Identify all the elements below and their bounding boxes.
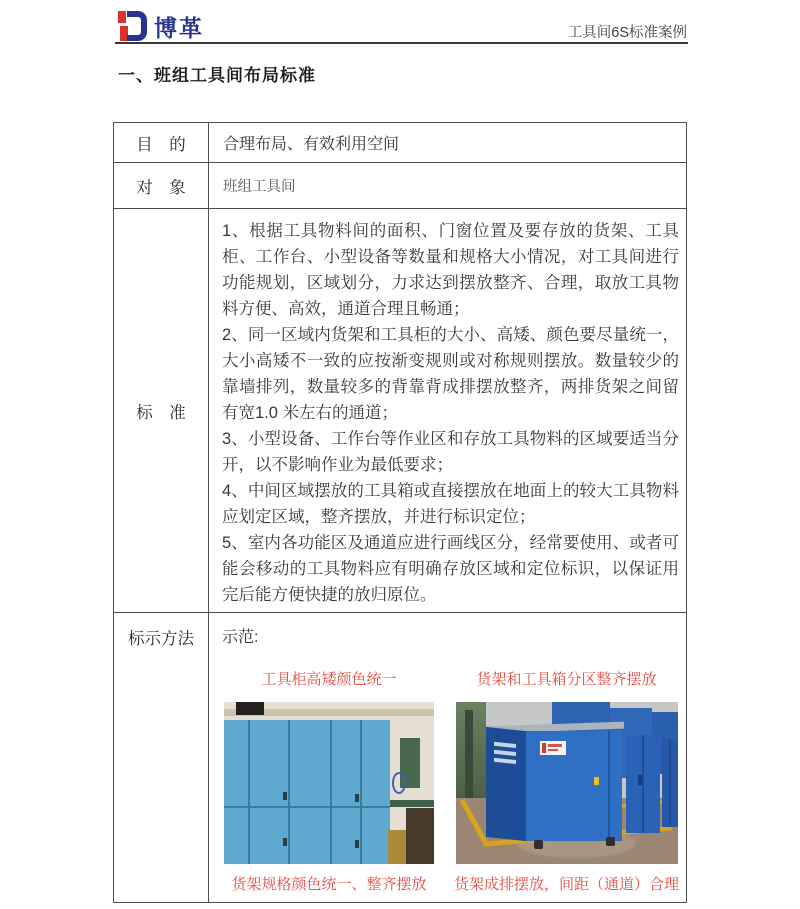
page-title: 一、班组工具间布局标准 [118,66,316,85]
cabinet-handle [355,840,359,848]
row-cabinet [626,735,660,833]
photo-detail [548,749,558,751]
purpose-label: 目 的 [114,123,209,162]
standard-item-5: 5、室内各功能区及通道应进行画线区分，经常要使用、或者可能会移动的工具物料应有明确存放区域和定位标识，以保证用完后能方便快捷的放归原位。 [222,534,679,604]
cabinet-seam [642,735,644,833]
figure-tool-cabinets [224,668,434,894]
header-divider [115,42,688,44]
table-row-standard [114,209,686,613]
cabinet-wheel [534,840,543,849]
photo-detail [494,758,516,764]
standard-item-1: 1、根据工具物料间的面积、门窗位置及要存放的货架、工具柜、工作台、小型设备等数量和规格大小情况，对工具间进行功能规划，区域划分，力求达到摆放整齐、合理，取放工具物料方便、高效，通道合理且畅通； [222,222,679,318]
cabinet-seam [669,739,671,827]
cabinet-front [526,731,622,841]
standard-item-4: 4、中间区域摆放的工具箱或直接摆放在地面上的较大工具物料应划定区域，整齐摆放，并进行标识定位； [222,482,679,526]
cabinet-handle [283,792,287,800]
cabinet-seam [608,731,610,841]
cabinet-seam [288,720,290,864]
cabinet-seam [330,720,332,864]
figure-racks-aisle [454,668,679,894]
cabinet-label [540,741,566,755]
cabinet-handle [355,794,359,802]
photo-detail [494,750,516,756]
standard-label: 标 准 [114,209,209,612]
photo-detail [388,830,406,864]
logo-icon [118,11,148,41]
target-text: 班组工具间 [223,179,296,195]
photo-detail [392,772,406,794]
standard-content [209,209,686,612]
document-header-title: 工具间6S标准案例 [567,25,687,41]
method-label: 标示方法 [114,613,209,902]
photo-tool-cabinets [224,702,434,864]
cabinet-wheel [606,837,615,846]
target-value [209,163,686,208]
example-figures [224,668,679,894]
figure1-caption-bottom: 货架规格颜色统一、整齐摆放 [231,876,427,893]
table-row-method [114,613,686,902]
method-content [209,613,686,902]
standard-item-3: 3、小型设备、工作台等作业区和存放工具物料的区域要适当分开，以不影响作业为最低要求； [222,430,679,474]
figure1-caption-top: 工具柜高矮颜色统一 [261,671,397,688]
standards-table [113,122,687,903]
figure2-caption-bottom: 货架成排摆放，间距（通道）合理 [454,876,680,893]
photo-detail [406,808,434,864]
purpose-text: 合理布局、有效利用空间 [223,136,400,153]
table-row-purpose [114,123,686,163]
row-cabinet [662,739,678,827]
purpose-value [209,123,686,162]
table-row-target [114,163,686,209]
photo-detail [494,742,516,748]
locker-cabinet [224,720,390,864]
photo-detail [236,702,264,715]
photo-detail [548,744,562,747]
cabinet-seam [248,720,250,864]
logo-icon-blue-g [127,11,147,41]
standard-item-2: 2、同一区域内货架和工具柜的大小、高矮、颜色要尽量统一，大小高矮不一致的应按渐变规则或对称规则摆放。数量较少的靠墙排列，数量较多的背靠背成排摆放整齐，两排货架之间留有宽1.0 米左右的通道； [222,326,679,422]
cabinet-lock [594,777,599,785]
logo-text: 博革 [154,14,204,41]
cabinet-seam [224,806,390,808]
cabinet-handle [638,775,642,785]
cabinet-seam [360,720,362,864]
photo-racks-aisle [456,702,678,864]
demo-label: 示范: [222,629,259,646]
cabinet-handle [283,838,287,846]
logo-icon-red-top [118,11,126,23]
cabinet-side-panel [486,727,526,841]
figure2-caption-top: 货架和工具箱分区整齐摆放 [476,671,657,688]
photo-detail [390,800,434,807]
photo-detail [542,743,546,753]
target-label: 对 象 [114,163,209,208]
company-logo [118,9,204,43]
